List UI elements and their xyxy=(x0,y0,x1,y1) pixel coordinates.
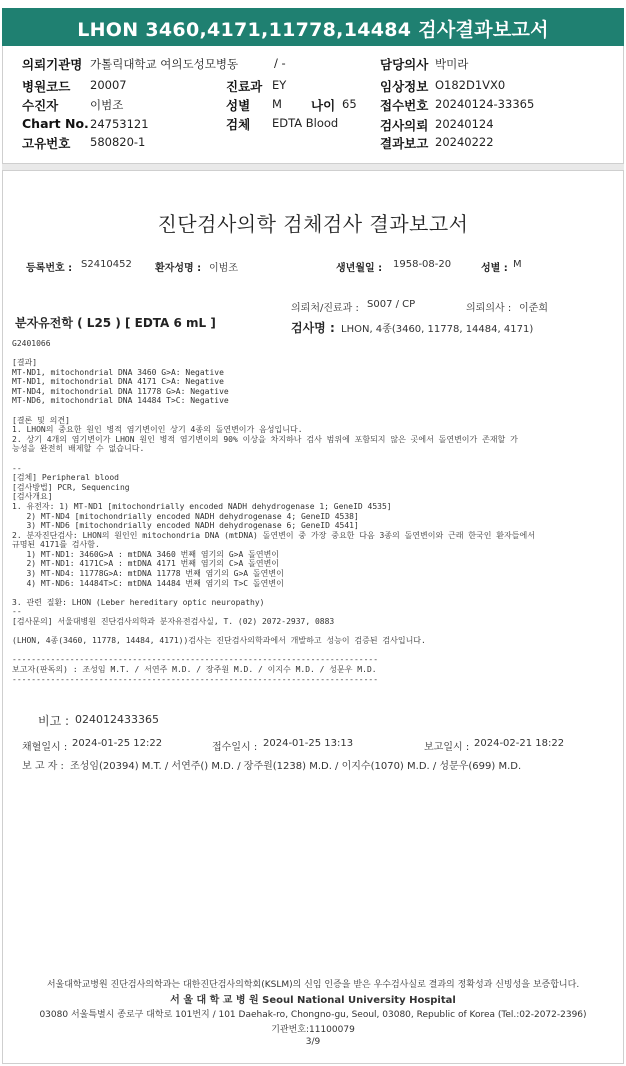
result-body-text xyxy=(12,358,535,684)
result-text-line: 보고자(판독의) : 조성임 M.T. / 서연주 M.D. / 장주원 M.D. / 이지수 M.D. / 성문우 M.D. xyxy=(12,665,377,674)
department-value: EY xyxy=(272,78,287,92)
reporter-label: 보 고 자 : xyxy=(22,761,64,772)
sex-value: M xyxy=(272,97,282,111)
footer-institution-no: 기관번호:11100079 xyxy=(271,1025,355,1035)
test-name-label: 검사명 : xyxy=(291,321,335,335)
institution-label: 의뢰기관명 xyxy=(22,57,83,72)
result-text-line: [검사개요] xyxy=(12,492,53,502)
sample-id: G2401066 xyxy=(12,339,51,348)
result-text-line: 2. 분자진단검사: LHON의 원인인 mitochondria DNA (mtDNA) 돌연변이 중 가장 중요한 다음 3종의 돌연변이와 근래 한국인 환자들에서 xyxy=(12,530,535,540)
receipt-no-value: 20240124-33365 xyxy=(435,97,535,111)
result-text-line: 1) MT-ND1: 3460G>A : mtDNA 3460 번째 염기의 G>A 돌연변이 xyxy=(12,549,280,559)
age-value: 65 xyxy=(342,97,357,111)
doctor-label: 담당의사 xyxy=(380,57,429,72)
doctor-value: 박미라 xyxy=(435,57,469,71)
reg-no-label: 등록번호 : xyxy=(26,263,73,274)
age-label: 나이 xyxy=(311,98,336,113)
doc-sex-label: 성별 : xyxy=(481,263,508,274)
result-text-line: ---------------------------------------------------------------------------- xyxy=(12,674,379,684)
report-time-label: 보고일시 : xyxy=(424,742,470,753)
result-text-line xyxy=(12,588,535,598)
collect-label: 채혈일시 : xyxy=(22,742,68,753)
reporters-value: 조성임(20394) M.T. / 서연주() M.D. / 장주원(1238) M.D. / 이지수(1070) M.D. / 성문우(699) M.D. xyxy=(70,761,522,772)
receipt-time-value: 2024-01-25 13:13 xyxy=(263,738,354,749)
result-text-line: 4) MT-ND6: 14484T>C: mtDNA 14484 번째 염기의 T>C 돌연변이 xyxy=(12,578,284,588)
hospital-code-label: 병원코드 xyxy=(22,79,71,94)
result-date-value: 20240222 xyxy=(435,135,494,149)
result-date-label: 결과보고 xyxy=(380,136,429,151)
institution-value: 가톨릭대학교 여의도성모병동 xyxy=(90,57,239,71)
request-date-label: 검사의뢰 xyxy=(380,118,429,133)
result-text-line xyxy=(12,406,535,416)
result-text-line: 1. 유전자: 1) MT-ND1 [mitochondrially encoded NADH dehydrogenase 1; GeneID 4535] xyxy=(12,501,392,511)
result-text-line: 2. 상기 4개의 염기변이가 LHON 원인 병적 염기변이의 90% 이상을 차지하나 검사 범위에 포함되지 않은 곳에서 돌연변이가 존재할 가 xyxy=(12,434,518,444)
result-text-line: -- xyxy=(12,463,22,473)
result-text-line: [검사문의] 서울대병원 진단검사의학과 분자유전검사실, T. (02) 2072-2937, 0883 xyxy=(12,617,335,627)
result-text-line: 2) MT-ND4 [mitochondrially encoded NADH dehydrogenase 4; GeneID 4538] xyxy=(12,511,359,521)
result-text-line: MT-ND1, mitochondrial DNA 4171 C>A: Negative xyxy=(12,377,224,387)
result-text-line: 3) MT-ND6 [mitochondrially encoded NADH dehydrogenase 6; GeneID 4541] xyxy=(12,521,359,531)
test-name-value: LHON, 4종(3460, 11778, 14484, 4171) xyxy=(341,324,534,335)
footer-address: 03080 서울특별시 종로구 대학로 101번지 / 101 Daehak-ro, Chongno-gu, Seoul, 03080, Republic of Korea (Tel.:02-2072-2396) xyxy=(39,1010,587,1020)
result-text-line: MT-ND6, mitochondrial DNA 14484 T>C: Negative xyxy=(12,396,229,406)
doc-patient-label: 환자성명 : xyxy=(155,263,202,274)
result-text-line xyxy=(12,627,535,637)
result-text-line: -- xyxy=(12,607,22,617)
patient-label: 수진자 xyxy=(22,98,59,113)
doc-sex-value: M xyxy=(513,259,522,270)
note-label: 비고 : xyxy=(38,714,70,728)
hospital-code-value: 20007 xyxy=(90,78,127,92)
report-time-value: 2024-02-21 18:22 xyxy=(474,738,565,749)
result-text-line: [검사방법] PCR, Sequencing xyxy=(12,482,130,492)
chart-no-value: 24753121 xyxy=(90,117,149,131)
result-text-line xyxy=(12,646,535,656)
report-title: LHON 3460,4171,11778,14484 검사결과보고서 xyxy=(77,19,549,41)
dob-value: 1958-08-20 xyxy=(393,259,452,270)
dob-label: 생년월일 : xyxy=(336,263,383,274)
receipt-time-label: 접수일시 : xyxy=(212,742,258,753)
unique-no-label: 고유번호 xyxy=(22,136,71,151)
result-text-line xyxy=(12,454,535,464)
page-number: 3/9 xyxy=(305,1037,321,1047)
requester-label: 의뢰처/진료과 : xyxy=(291,303,359,314)
report-title-bar xyxy=(2,8,624,46)
result-text-line: 2) MT-ND1: 4171C>A : mtDNA 4171 번째 염기의 C>A 돌연변이 xyxy=(12,559,280,569)
result-text-line: [결론 및 의견] xyxy=(12,415,70,425)
result-text-line: 3) MT-ND4: 11778G>A: mtDNA 11778 번째 염기의 G>A 돌연변이 xyxy=(12,569,284,579)
note-value: 024012433365 xyxy=(75,713,159,726)
unique-no-value: 580820-1 xyxy=(90,135,146,149)
department-label: 진료과 xyxy=(226,79,263,94)
result-text-line: 능성을 완전히 배제할 수 없습니다. xyxy=(12,444,145,454)
chart-no-label: Chart No. xyxy=(22,116,89,131)
collect-value: 2024-01-25 12:22 xyxy=(72,738,163,749)
sex-label: 성별 xyxy=(226,98,251,113)
specimen-value: EDTA Blood xyxy=(272,116,339,130)
result-text-line: MT-ND1, mitochondrial DNA 3460 G>A: Negative xyxy=(12,367,224,377)
footer-hospital-name: 서 울 대 학 교 병 원 Seoul National University Hospital xyxy=(170,995,456,1006)
result-text-line: 1. LHON의 중요한 원인 병적 염기변이인 상기 4종의 돌연변이가 음성입니다. xyxy=(12,425,303,435)
req-doctor-value: 이준희 xyxy=(519,303,548,314)
requester-value: S007 / CP xyxy=(367,299,416,310)
result-text-line: [결과] xyxy=(12,358,38,367)
reg-no-value: S2410452 xyxy=(81,259,132,270)
section-heading: 분자유전학 ( L25 ) [ EDTA 6 mL ] xyxy=(15,316,216,330)
result-text-line: ---------------------------------------------------------------------------- xyxy=(12,655,379,665)
doc-patient-value: 이범조 xyxy=(209,263,238,274)
result-text-line: 규명된 4171를 검사함. xyxy=(12,540,100,550)
institution-extra: / - xyxy=(274,56,286,70)
request-date-value: 20240124 xyxy=(435,117,494,131)
req-doctor-label: 의뢰의사 : xyxy=(466,303,512,314)
document-title: 진단검사의학 검체검사 결과보고서 xyxy=(157,212,469,236)
specimen-label: 검체 xyxy=(226,117,251,132)
result-text-line: 3. 관련 질환: LHON (Leber hereditary optic neuropathy) xyxy=(12,597,265,607)
patient-value: 이범조 xyxy=(90,98,124,112)
result-text-line: [검체] Peripheral blood xyxy=(12,473,119,483)
result-text-line: (LHON, 4종(3460, 11778, 14484, 4171))검사는 진단검사의학과에서 개발하고 성능이 검증된 검사입니다. xyxy=(12,636,426,646)
clinical-info-value: O182D1VX0 xyxy=(435,78,506,92)
result-text-line: MT-ND4, mitochondrial DNA 11778 G>A: Negative xyxy=(12,386,229,396)
receipt-no-label: 접수번호 xyxy=(380,98,429,113)
clinical-info-label: 임상정보 xyxy=(380,79,429,94)
footer-certification: 서울대학교병원 진단검사의학과는 대한진단검사의학회(KSLM)의 신임 인증을 받은 우수검사실로 결과의 정확성과 신빙성을 보증합니다. xyxy=(46,980,580,990)
